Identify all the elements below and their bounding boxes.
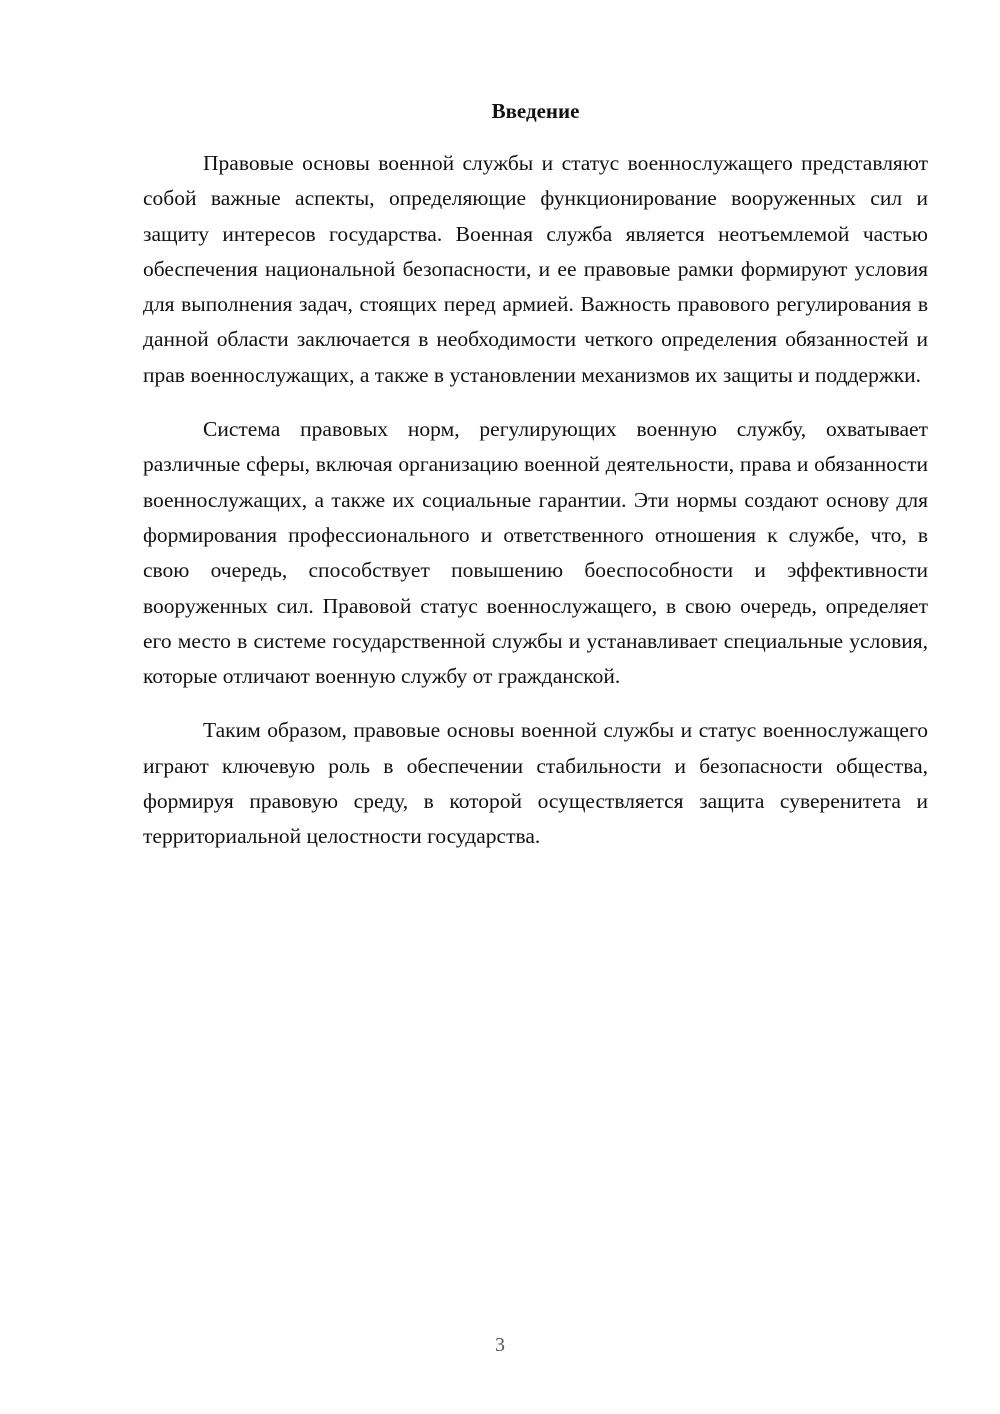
- paragraph-3: Таким образом, правовые основы военной службы и статус военнослужащего играют ключевую роль в обеспечении стабильности и безопасности общества, формируя правовую среду, в которой осуществляется защита суверенитета и территориальной целостности государства.: [143, 718, 928, 849]
- page-content: [143, 92, 928, 874]
- page-number: 3: [495, 1334, 505, 1356]
- paragraph-2: Система правовых норм, регулирующих военную службу, охватывает различные сферы, включая организацию военной деятельности, права и обязанности военнослужащих, а также их социальные гарантии. Эти нормы создают основу для формирования профессионального и ответственного отношения к службе, что, в свою очередь, способствует повышению боеспособности и эффективности вооруженных сил. Правовой статус военнослужащего, в свою очередь, определяет его место в системе государственной службы и устанавливает специальные условия, которые отличают военную службу от гражданской.: [143, 417, 928, 689]
- section-title: Введение: [491, 99, 580, 123]
- paragraph-1: Правовые основы военной службы и статус военнослужащего представляют собой важные аспекты, определяющие функционирование вооруженных сил и защиту интересов государства. Военная служба является неотъемлемой частью обеспечения национальной безопасности, и ее правовые рамки формируют условия для выполнения задач, стоящих перед армией. Важность правового регулирования в данной области заключается в необходимости четкого определения обязанностей и прав военнослужащих, а также в установлении механизмов их защиты и поддержки.: [143, 151, 928, 387]
